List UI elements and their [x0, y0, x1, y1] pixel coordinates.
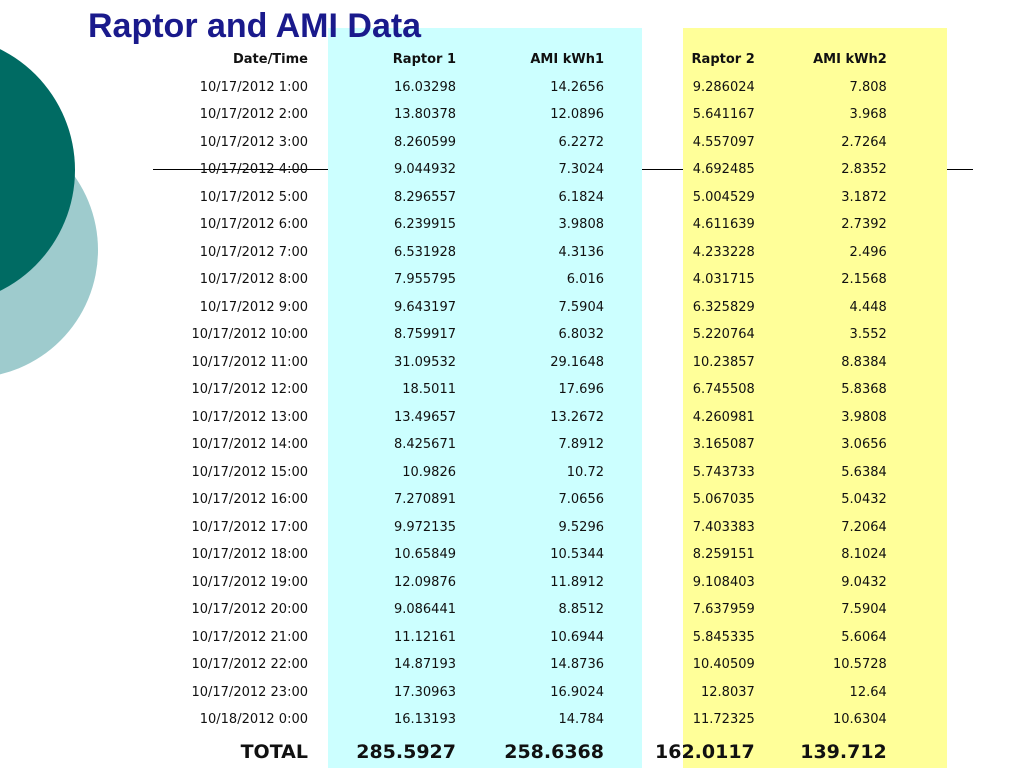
cell-ami1: 14.784: [558, 712, 604, 728]
table-row: [150, 596, 897, 624]
cell-raptor1: 16.03298: [393, 79, 456, 95]
table-row: [150, 514, 897, 542]
raptor-ami-data-table: [150, 46, 897, 770]
table-row: [150, 541, 897, 569]
cell-raptor1: 8.425671: [393, 437, 456, 453]
cell-datetime: 10/17/2012 10:00: [191, 327, 308, 343]
column-gap: [614, 734, 655, 770]
cell-datetime: 10/17/2012 21:00: [191, 629, 308, 645]
column-gap: [614, 596, 655, 624]
cell-ami1: 16.9024: [550, 684, 604, 700]
cell-raptor1: 12.09876: [393, 574, 456, 590]
column-gap: [614, 156, 655, 184]
column-gap: [614, 541, 655, 569]
cell-ami1: 7.5904: [558, 299, 604, 315]
cell-raptor1: 31.09532: [393, 354, 456, 370]
table-row: [150, 679, 897, 707]
table-row: [150, 706, 897, 734]
cell-datetime: 10/17/2012 20:00: [191, 602, 308, 618]
header-datetime: Date/Time: [232, 52, 308, 68]
cell-datetime: 10/17/2012 16:00: [191, 492, 308, 508]
cell-ami1: 8.8512: [558, 602, 604, 618]
cell-raptor1: 9.972135: [393, 519, 456, 535]
column-gap: [614, 101, 655, 129]
cell-datetime: 10/17/2012 23:00: [191, 684, 308, 700]
table-row: [150, 211, 897, 239]
cell-ami2: 5.6064: [841, 629, 887, 645]
column-gap: [614, 211, 655, 239]
cell-datetime: 10/17/2012 7:00: [199, 244, 308, 260]
cell-ami2: 3.552: [849, 327, 887, 343]
cell-raptor1: 9.044932: [393, 162, 456, 178]
table-row: [150, 651, 897, 679]
column-gap: [614, 129, 655, 157]
cell-raptor2: 5.845335: [692, 629, 755, 645]
cell-ami1: 7.3024: [558, 162, 604, 178]
cell-ami1: 9.5296: [558, 519, 604, 535]
cell-ami1: 10.5344: [550, 547, 604, 563]
cell-raptor2: 6.325829: [692, 299, 755, 315]
cell-raptor2: 9.108403: [692, 574, 755, 590]
cell-ami2: 3.968: [849, 107, 887, 123]
cell-ami1: 11.8912: [550, 574, 604, 590]
slide-title: Raptor and AMI Data: [88, 7, 422, 45]
column-gap: [614, 486, 655, 514]
column-gap: [614, 706, 655, 734]
cell-ami2: 8.8384: [841, 354, 887, 370]
table-row: [150, 266, 897, 294]
table-row: [150, 156, 897, 184]
cell-ami1: 6.1824: [558, 189, 604, 205]
total-row: [150, 734, 897, 770]
cell-raptor1: 13.49657: [393, 409, 456, 425]
table-row: [150, 404, 897, 432]
table-body: [150, 74, 897, 734]
column-gap: [614, 514, 655, 542]
column-gap: [614, 431, 655, 459]
cell-ami2: 2.1568: [841, 272, 887, 288]
cell-datetime: 10/17/2012 15:00: [191, 464, 308, 480]
table-row: [150, 486, 897, 514]
cell-ami2: 5.8368: [841, 382, 887, 398]
column-gap: [614, 569, 655, 597]
table-row: [150, 376, 897, 404]
cell-ami1: 12.0896: [550, 107, 604, 123]
cell-ami2: 3.0656: [841, 437, 887, 453]
cell-ami1: 29.1648: [550, 354, 604, 370]
cell-ami1: 3.9808: [558, 217, 604, 233]
table-row: [150, 624, 897, 652]
cell-raptor2: 5.743733: [692, 464, 755, 480]
column-gap: [614, 404, 655, 432]
cell-ami2: 2.8352: [841, 162, 887, 178]
cell-ami2: 4.448: [849, 299, 887, 315]
table-row: [150, 184, 897, 212]
cell-ami2: 10.5728: [833, 657, 887, 673]
total-raptor2: 162.0117: [655, 740, 755, 763]
table-row: [150, 74, 897, 102]
total-ami1: 258.6368: [504, 740, 604, 763]
table-row: [150, 129, 897, 157]
cell-raptor2: 5.004529: [692, 189, 755, 205]
cell-ami2: 2.7264: [841, 134, 887, 150]
cell-ami1: 6.016: [566, 272, 604, 288]
cell-ami1: 14.8736: [550, 657, 604, 673]
cell-raptor1: 9.086441: [393, 602, 456, 618]
cell-raptor2: 7.403383: [692, 519, 755, 535]
total-raptor1: 285.5927: [356, 740, 456, 763]
cell-ami2: 7.5904: [841, 602, 887, 618]
cell-ami2: 7.808: [849, 79, 887, 95]
table-row: [150, 239, 897, 267]
cell-raptor2: 10.23857: [692, 354, 755, 370]
cell-ami2: 5.0432: [841, 492, 887, 508]
cell-ami1: 6.8032: [558, 327, 604, 343]
cell-raptor2: 5.067035: [692, 492, 755, 508]
cell-raptor2: 12.8037: [701, 684, 755, 700]
cell-raptor2: 7.637959: [692, 602, 755, 618]
cell-datetime: 10/17/2012 22:00: [191, 657, 308, 673]
table-row: [150, 349, 897, 377]
cell-datetime: 10/17/2012 5:00: [199, 189, 308, 205]
cell-raptor2: 5.641167: [692, 107, 755, 123]
cell-datetime: 10/17/2012 19:00: [191, 574, 308, 590]
cell-raptor1: 6.239915: [393, 217, 456, 233]
header-raptor1: Raptor 1: [392, 52, 456, 68]
cell-raptor1: 8.759917: [393, 327, 456, 343]
column-gap: [614, 184, 655, 212]
cell-raptor2: 9.286024: [692, 79, 755, 95]
table-row: [150, 294, 897, 322]
column-gap: [614, 459, 655, 487]
cell-raptor1: 10.9826: [402, 464, 456, 480]
total-label: TOTAL: [240, 740, 308, 763]
table-row: [150, 569, 897, 597]
cell-raptor1: 10.65849: [393, 547, 456, 563]
total-ami2: 139.712: [800, 740, 887, 763]
cell-ami1: 17.696: [558, 382, 604, 398]
cell-raptor2: 3.165087: [692, 437, 755, 453]
cell-raptor2: 4.557097: [692, 134, 755, 150]
column-gap: [614, 651, 655, 679]
column-gap: [614, 46, 655, 74]
cell-raptor1: 8.260599: [393, 134, 456, 150]
cell-ami2: 8.1024: [841, 547, 887, 563]
cell-raptor1: 13.80378: [393, 107, 456, 123]
cell-datetime: 10/17/2012 2:00: [199, 107, 308, 123]
cell-ami1: 10.72: [566, 464, 604, 480]
table-row: [150, 459, 897, 487]
cell-raptor2: 4.611639: [692, 217, 755, 233]
cell-ami1: 6.2272: [558, 134, 604, 150]
cell-raptor2: 4.233228: [692, 244, 755, 260]
cell-datetime: 10/17/2012 14:00: [191, 437, 308, 453]
header-ami2: AMI kWh2: [813, 52, 887, 68]
cell-ami1: 4.3136: [558, 244, 604, 260]
cell-raptor1: 7.270891: [393, 492, 456, 508]
cell-datetime: 10/17/2012 1:00: [199, 79, 308, 95]
cell-raptor2: 8.259151: [692, 547, 755, 563]
cell-ami2: 7.2064: [841, 519, 887, 535]
cell-raptor1: 8.296557: [393, 189, 456, 205]
cell-raptor2: 4.260981: [692, 409, 755, 425]
cell-datetime: 10/18/2012 0:00: [199, 712, 308, 728]
cell-ami2: 12.64: [849, 684, 887, 700]
cell-raptor2: 6.745508: [692, 382, 755, 398]
column-gap: [614, 376, 655, 404]
cell-raptor1: 14.87193: [393, 657, 456, 673]
cell-ami2: 3.9808: [841, 409, 887, 425]
cell-raptor2: 10.40509: [692, 657, 755, 673]
cell-datetime: 10/17/2012 13:00: [191, 409, 308, 425]
column-gap: [614, 349, 655, 377]
cell-raptor1: 7.955795: [393, 272, 456, 288]
cell-ami2: 2.7392: [841, 217, 887, 233]
cell-ami2: 5.6384: [841, 464, 887, 480]
cell-ami1: 14.2656: [550, 79, 604, 95]
table-row: [150, 321, 897, 349]
cell-datetime: 10/17/2012 11:00: [191, 354, 308, 370]
divider-line-right: [947, 169, 973, 170]
cell-ami1: 10.6944: [550, 629, 604, 645]
column-gap: [614, 624, 655, 652]
cell-raptor2: 4.692485: [692, 162, 755, 178]
column-gap: [614, 239, 655, 267]
cell-datetime: 10/17/2012 18:00: [191, 547, 308, 563]
header-ami1: AMI kWh1: [530, 52, 604, 68]
cell-ami2: 9.0432: [841, 574, 887, 590]
cell-datetime: 10/17/2012 17:00: [191, 519, 308, 535]
cell-raptor1: 11.12161: [393, 629, 456, 645]
cell-datetime: 10/17/2012 4:00: [199, 162, 308, 178]
cell-ami1: 13.2672: [550, 409, 604, 425]
column-gap: [614, 321, 655, 349]
cell-raptor1: 9.643197: [393, 299, 456, 315]
cell-raptor1: 16.13193: [393, 712, 456, 728]
cell-datetime: 10/17/2012 12:00: [191, 382, 308, 398]
cell-ami2: 10.6304: [833, 712, 887, 728]
cell-ami2: 2.496: [849, 244, 887, 260]
header-raptor2: Raptor 2: [691, 52, 755, 68]
cell-raptor1: 17.30963: [393, 684, 456, 700]
cell-datetime: 10/17/2012 9:00: [199, 299, 308, 315]
cell-ami2: 3.1872: [841, 189, 887, 205]
table-row: [150, 101, 897, 129]
column-gap: [614, 294, 655, 322]
table-header-row: [150, 46, 897, 74]
cell-raptor2: 4.031715: [692, 272, 755, 288]
column-gap: [614, 266, 655, 294]
cell-raptor2: 11.72325: [692, 712, 755, 728]
cell-raptor2: 5.220764: [692, 327, 755, 343]
column-gap: [614, 74, 655, 102]
cell-raptor1: 18.5011: [402, 382, 456, 398]
column-gap: [614, 679, 655, 707]
cell-ami1: 7.8912: [558, 437, 604, 453]
cell-ami1: 7.0656: [558, 492, 604, 508]
cell-datetime: 10/17/2012 3:00: [199, 134, 308, 150]
table-row: [150, 431, 897, 459]
cell-datetime: 10/17/2012 8:00: [199, 272, 308, 288]
cell-datetime: 10/17/2012 6:00: [199, 217, 308, 233]
cell-raptor1: 6.531928: [393, 244, 456, 260]
